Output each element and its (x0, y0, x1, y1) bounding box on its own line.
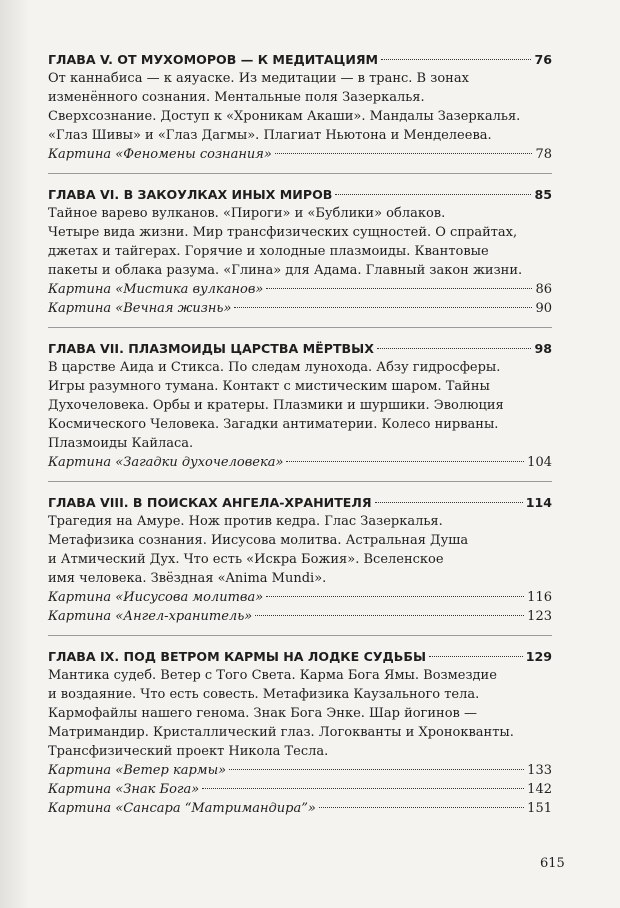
picture-page: 133 (527, 763, 552, 778)
dot-leader (377, 348, 532, 349)
picture-page: 78 (535, 147, 552, 162)
chapter-description-line: Плазмоиды Кайласа. (48, 436, 194, 451)
chapter-description-line: изменённого сознания. Ментальные поля Зазеркалья. (48, 90, 425, 105)
picture-page: 104 (527, 455, 552, 470)
dot-leader (266, 288, 532, 289)
dot-leader (255, 615, 524, 616)
chapter-section (48, 185, 552, 328)
chapter-heading[interactable] (48, 647, 552, 666)
chapter-description-line: Сверхсознание. Доступ к «Хроникам Акаши». Мандалы Зазеркалья. (48, 109, 521, 124)
picture-page: 90 (535, 301, 552, 316)
picture-page: 86 (535, 282, 552, 297)
chapter-section (48, 339, 552, 482)
dot-leader (202, 788, 524, 789)
chapter-page: 129 (525, 649, 552, 664)
picture-title: Картина «Ветер кармы» (48, 763, 227, 778)
chapter-description-line: джетах и тайгерах. Горячие и холодные плазмоиды. Квантовые (48, 244, 489, 259)
chapter-description-line: Кармофайлы нашего генома. Знак Бога Энке. Шар йогинов — (48, 706, 477, 721)
picture-title: Картина «Феномены сознания» (48, 147, 272, 162)
dot-leader (375, 502, 523, 503)
chapter-description-line: От каннабиса — к аяуаске. Из медитации — в транс. В зонах (48, 71, 469, 86)
chapter-heading[interactable] (48, 493, 552, 512)
picture-page: 116 (527, 590, 552, 605)
chapter-description-line: и Атмический Дух. Что есть «Искра Божия». Вселенское (48, 552, 444, 567)
chapter-section (48, 647, 552, 827)
chapter-title: ГЛАВА VIII. В ПОИСКАХ АНГЕЛА-ХРАНИТЕЛЯ (48, 495, 372, 510)
chapter-description-line: Мантика судеб. Ветер с Того Света. Карма Бога Ямы. Возмездие (48, 668, 497, 683)
chapter-page: 114 (525, 495, 552, 510)
picture-page: 123 (527, 609, 552, 624)
dot-leader (266, 596, 524, 597)
picture-page: 151 (527, 801, 552, 816)
dot-leader (229, 769, 524, 770)
chapter-section (48, 493, 552, 636)
chapter-section (48, 50, 552, 174)
chapter-description-line: Космического Человека. Загадки антиматерии. Колесо нирваны. (48, 417, 499, 432)
chapter-description-line: Трагедия на Амуре. Нож против кедра. Глас Зазеркалья. (48, 514, 443, 529)
picture-entry[interactable] (48, 780, 552, 799)
picture-entry[interactable] (48, 453, 552, 472)
chapter-heading[interactable] (48, 185, 552, 204)
dot-leader (319, 807, 524, 808)
chapter-title: ГЛАВА IX. ПОД ВЕТРОМ КАРМЫ НА ЛОДКЕ СУДЬБЫ (48, 649, 427, 664)
chapter-description-line: имя человека. Звёздная «Anima Mundi». (48, 571, 327, 586)
table-of-contents (48, 50, 552, 838)
chapter-title: ГЛАВА VI. В ЗАКОУЛКАХ ИНЫХ МИРОВ (48, 187, 333, 202)
chapter-description-line: Игры разумного тумана. Контакт с мистическим шаром. Тайны (48, 379, 490, 394)
chapter-description-line: В царстве Аида и Стикса. По следам лунохода. Абзу гидросферы. (48, 360, 501, 375)
chapter-description-line: Духочеловека. Орбы и кратеры. Плазмики и шуршики. Эволюция (48, 398, 504, 413)
picture-title: Картина «Сансара “Матримандира”» (48, 801, 316, 816)
dot-leader (429, 656, 523, 657)
chapter-description-line: пакеты и облака разума. «Глина» для Адама. Главный закон жизни. (48, 263, 523, 278)
chapter-title: ГЛАВА V. ОТ МУХОМОРОВ — К МЕДИТАЦИЯМ (48, 52, 379, 67)
picture-title: Картина «Ангел-хранитель» (48, 609, 253, 624)
picture-title: Картина «Мистика вулканов» (48, 282, 264, 297)
chapter-heading[interactable] (48, 50, 552, 69)
chapter-title: ГЛАВА VII. ПЛАЗМОИДЫ ЦАРСТВА МЁРТВЫХ (48, 341, 374, 356)
dot-leader (286, 461, 524, 462)
chapter-description-line: Матримандир. Кристаллический глаз. Логокванты и Хронокванты. (48, 725, 514, 740)
chapter-page: 98 (534, 341, 552, 356)
chapter-description-line: Метафизика сознания. Иисусова молитва. Астральная Душа (48, 533, 469, 548)
picture-entry[interactable] (48, 299, 552, 318)
chapter-page: 76 (534, 52, 552, 67)
chapter-heading[interactable] (48, 339, 552, 358)
dot-leader (275, 153, 533, 154)
picture-title: Картина «Знак Бога» (48, 782, 200, 797)
picture-title: Картина «Иисусова молитва» (48, 590, 264, 605)
picture-entry[interactable] (48, 761, 552, 780)
page-number: 615 (540, 856, 565, 871)
chapter-description-line: Тайное варево вулканов. «Пироги» и «Бублики» облаков. (48, 206, 446, 221)
dot-leader (234, 307, 532, 308)
picture-entry[interactable] (48, 799, 552, 818)
picture-entry[interactable] (48, 607, 552, 626)
chapter-description-line: Четыре вида жизни. Мир трансфизических сущностей. О спрайтах, (48, 225, 518, 240)
picture-title: Картина «Вечная жизнь» (48, 301, 232, 316)
dot-leader (335, 194, 531, 195)
chapter-page: 85 (534, 187, 552, 202)
picture-entry[interactable] (48, 588, 552, 607)
chapter-description-line: «Глаз Шивы» и «Глаз Дагмы». Плагиат Ньютона и Менделеева. (48, 128, 492, 143)
chapter-description-line: Трансфизический проект Никола Тесла. (48, 744, 329, 759)
picture-page: 142 (527, 782, 552, 797)
picture-entry[interactable] (48, 280, 552, 299)
chapter-description-line: и воздаяние. Что есть совесть. Метафизика Каузального тела. (48, 687, 480, 702)
picture-title: Картина «Загадки духочеловека» (48, 455, 284, 470)
picture-entry[interactable] (48, 145, 552, 164)
dot-leader (381, 59, 531, 60)
